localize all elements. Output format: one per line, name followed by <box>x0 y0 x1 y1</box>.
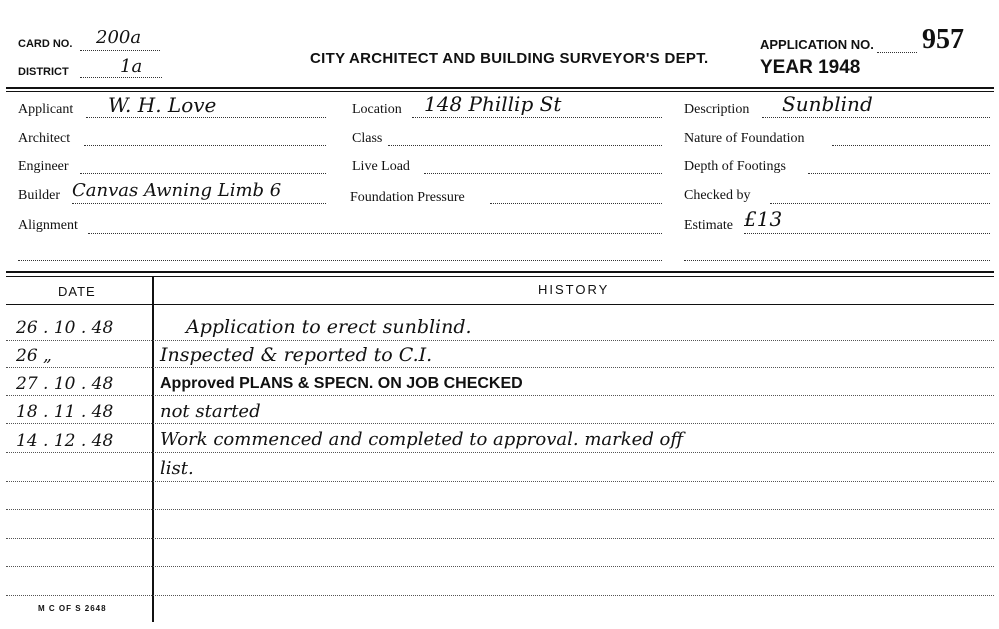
history-date: 27 . 10 . 48 <box>16 374 114 394</box>
class-label: Class <box>352 131 383 146</box>
history-text: not started <box>160 401 261 422</box>
history-text: Inspected & reported to C.I. <box>160 344 433 366</box>
date-column-header: DATE <box>58 284 96 299</box>
history-date: 18 . 11 . 48 <box>16 402 114 422</box>
architect-label: Architect <box>18 131 71 146</box>
card-no-value: 200a <box>96 27 142 48</box>
location-value: 148 Phillip St <box>424 92 562 116</box>
alignment-label: Alignment <box>18 218 78 233</box>
year-label: YEAR 1948 <box>760 57 861 78</box>
estimate-label: Estimate <box>684 218 733 233</box>
estimate-value: £13 <box>744 207 783 231</box>
applicant-value: W. H. Love <box>108 93 217 117</box>
history-date: 26 „ <box>16 346 52 366</box>
builder-label: Builder <box>18 188 60 203</box>
history-text: Application to erect sunblind. <box>186 316 472 338</box>
district-label: DISTRICT <box>18 66 69 78</box>
builder-value: Canvas Awning Limb 6 <box>72 180 282 201</box>
history-date: 14 . 12 . 48 <box>16 431 114 451</box>
application-no-label: APPLICATION NO. <box>760 37 874 52</box>
location-label: Location <box>352 102 402 117</box>
engineer-label: Engineer <box>18 159 69 174</box>
card-no-label: CARD NO. <box>18 38 73 50</box>
foundation-pressure-label: Foundation Pressure <box>350 190 465 205</box>
department-title: CITY ARCHITECT AND BUILDING SURVEYOR'S DEPT. <box>310 50 709 67</box>
district-value: 1a <box>120 56 143 77</box>
description-value: Sunblind <box>782 92 873 116</box>
form-code: M C OF S 2648 <box>38 604 107 613</box>
checked-by-label: Checked by <box>684 188 751 203</box>
applicant-label: Applicant <box>18 102 74 117</box>
history-text: Approved PLANS & SPECN. ON JOB CHECKED <box>160 375 523 392</box>
description-label: Description <box>684 102 750 117</box>
nature-of-foundation-label: Nature of Foundation <box>684 131 805 146</box>
live-load-label: Live Load <box>352 159 410 174</box>
application-no-value: 957 <box>922 24 964 55</box>
history-text: list. <box>160 458 194 479</box>
depth-of-footings-label: Depth of Footings <box>684 159 786 174</box>
history-date: 26 . 10 . 48 <box>16 318 114 338</box>
history-text: Work commenced and completed to approval. marked off <box>160 429 684 450</box>
history-column-header: HISTORY <box>538 282 610 297</box>
